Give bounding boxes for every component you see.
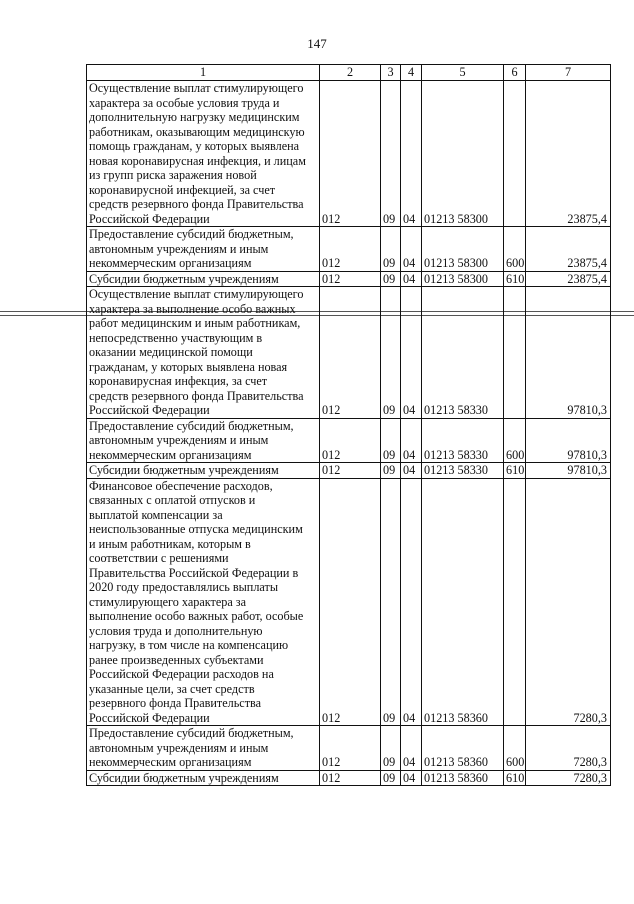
row-subsection-code: 04 — [401, 227, 422, 272]
table-row — [87, 271, 611, 287]
table-row — [87, 227, 611, 272]
row-expense-type: 600 — [504, 726, 526, 771]
table-row — [87, 478, 611, 726]
row-target-code: 01213 58300 — [422, 271, 504, 287]
row-ministry-code: 012 — [320, 81, 381, 227]
row-expense-type: 610 — [504, 463, 526, 479]
row-section-code: 09 — [381, 478, 401, 726]
row-name-text: Осуществление выплат стимулирующего характера за выполнение особо важных работ медицинским и иным работникам, непосредственно участвующим в оказании медицинской помощи гражданам, у которых выявлена новая коронавирусная инфекция, за счет средств резервного фонда Правительства Российской Федерации — [89, 287, 304, 417]
row-name-text: Финансовое обеспечение расходов, связанных с оплатой отпусков и выплатой компенсации за неиспользованные отпуска медицинским и иным работникам, которым в соответствии с решениями Правительства Российской Федерации в 2020 году предоставлялись выплаты стимулирующего характера за выполнение особо важных работ, особые условия труда и дополнительную нагрузку, в том числе на компенсацию ранее произведенных субъектами Российской Федерации расходов на указанные цели, за счет средств резервного фонда Правительства Российской Федерации — [89, 478, 304, 725]
row-name — [87, 770, 320, 786]
row-subsection-code: 04 — [401, 418, 422, 463]
row-target-code: 01213 58330 — [422, 287, 504, 419]
table-row — [87, 287, 611, 419]
row-section-code: 09 — [381, 770, 401, 786]
row-name — [87, 227, 320, 272]
row-name-text: Предоставление субсидий бюджетным, автономным учреждениям и иным некоммерческим организациям — [89, 227, 294, 270]
row-target-code: 01213 58360 — [422, 478, 504, 726]
budget-table — [86, 64, 611, 786]
row-name — [87, 726, 320, 771]
row-section-code: 09 — [381, 227, 401, 272]
table-header-row — [87, 65, 611, 81]
row-target-code: 01213 58360 — [422, 770, 504, 786]
row-subsection-code: 04 — [401, 81, 422, 227]
row-name — [87, 418, 320, 463]
table-row — [87, 726, 611, 771]
row-subsection-code: 04 — [401, 726, 422, 771]
row-amount: 23875,4 — [526, 81, 611, 227]
row-name — [87, 287, 320, 419]
row-target-code: 01213 58300 — [422, 81, 504, 227]
row-section-code: 09 — [381, 418, 401, 463]
row-name-text: Субсидии бюджетным учреждениям — [89, 271, 279, 286]
header-col-2: 2 — [320, 65, 381, 81]
header-col-6: 6 — [504, 65, 526, 81]
table-row — [87, 463, 611, 479]
row-expense-type — [504, 81, 526, 227]
row-expense-type: 600 — [504, 227, 526, 272]
row-ministry-code: 012 — [320, 770, 381, 786]
header-col-3: 3 — [381, 65, 401, 81]
row-ministry-code: 012 — [320, 726, 381, 771]
row-section-code: 09 — [381, 287, 401, 419]
row-amount: 23875,4 — [526, 271, 611, 287]
row-target-code: 01213 58330 — [422, 418, 504, 463]
row-subsection-code: 04 — [401, 287, 422, 419]
row-subsection-code: 04 — [401, 463, 422, 479]
row-ministry-code: 012 — [320, 271, 381, 287]
row-target-code: 01213 58300 — [422, 227, 504, 272]
row-name — [87, 81, 320, 227]
row-target-code: 01213 58360 — [422, 726, 504, 771]
row-amount: 7280,3 — [526, 726, 611, 771]
row-name — [87, 271, 320, 287]
table-row — [87, 770, 611, 786]
row-ministry-code: 012 — [320, 478, 381, 726]
table-row — [87, 418, 611, 463]
row-ministry-code: 012 — [320, 227, 381, 272]
row-amount: 97810,3 — [526, 287, 611, 419]
row-expense-type: 600 — [504, 418, 526, 463]
row-ministry-code: 012 — [320, 418, 381, 463]
row-expense-type: 610 — [504, 770, 526, 786]
row-name-text: Предоставление субсидий бюджетным, автономным учреждениям и иным некоммерческим организациям — [89, 418, 294, 462]
row-expense-type: 610 — [504, 271, 526, 287]
row-amount: 23875,4 — [526, 227, 611, 272]
row-section-code: 09 — [381, 463, 401, 479]
row-expense-type — [504, 478, 526, 726]
row-amount: 7280,3 — [526, 478, 611, 726]
row-section-code: 09 — [381, 726, 401, 771]
row-expense-type — [504, 287, 526, 419]
row-subsection-code: 04 — [401, 271, 422, 287]
row-name-text: Субсидии бюджетным учреждениям — [89, 770, 279, 785]
row-name-text: Предоставление субсидий бюджетным, автономным учреждениям и иным некоммерческим организациям — [89, 726, 294, 769]
row-ministry-code: 012 — [320, 463, 381, 479]
header-col-1: 1 — [87, 65, 320, 81]
row-name-text: Субсидии бюджетным учреждениям — [89, 463, 279, 477]
row-amount: 97810,3 — [526, 418, 611, 463]
row-name — [87, 463, 320, 479]
row-section-code: 09 — [381, 81, 401, 227]
row-ministry-code: 012 — [320, 287, 381, 419]
row-amount: 97810,3 — [526, 463, 611, 479]
page-number: 147 — [307, 36, 327, 51]
table-row — [87, 81, 611, 227]
row-section-code: 09 — [381, 271, 401, 287]
row-subsection-code: 04 — [401, 770, 422, 786]
row-name — [87, 478, 320, 726]
header-col-4: 4 — [401, 65, 422, 81]
header-col-7: 7 — [526, 65, 611, 81]
header-col-5: 5 — [422, 65, 504, 81]
row-amount: 7280,3 — [526, 770, 611, 786]
row-subsection-code: 04 — [401, 478, 422, 726]
row-name-text: Осуществление выплат стимулирующего характера за особые условия труда и дополнительную нагрузку медицинским работникам, оказывающим медицинскую помощь гражданам, у которых выявлена новая коронавирусная инфекция, и лицам из групп риска заражения новой коронавирусной инфекцией, за счет средств резервного фонда Правительства Российской Федерации — [89, 81, 306, 226]
row-target-code: 01213 58330 — [422, 463, 504, 479]
